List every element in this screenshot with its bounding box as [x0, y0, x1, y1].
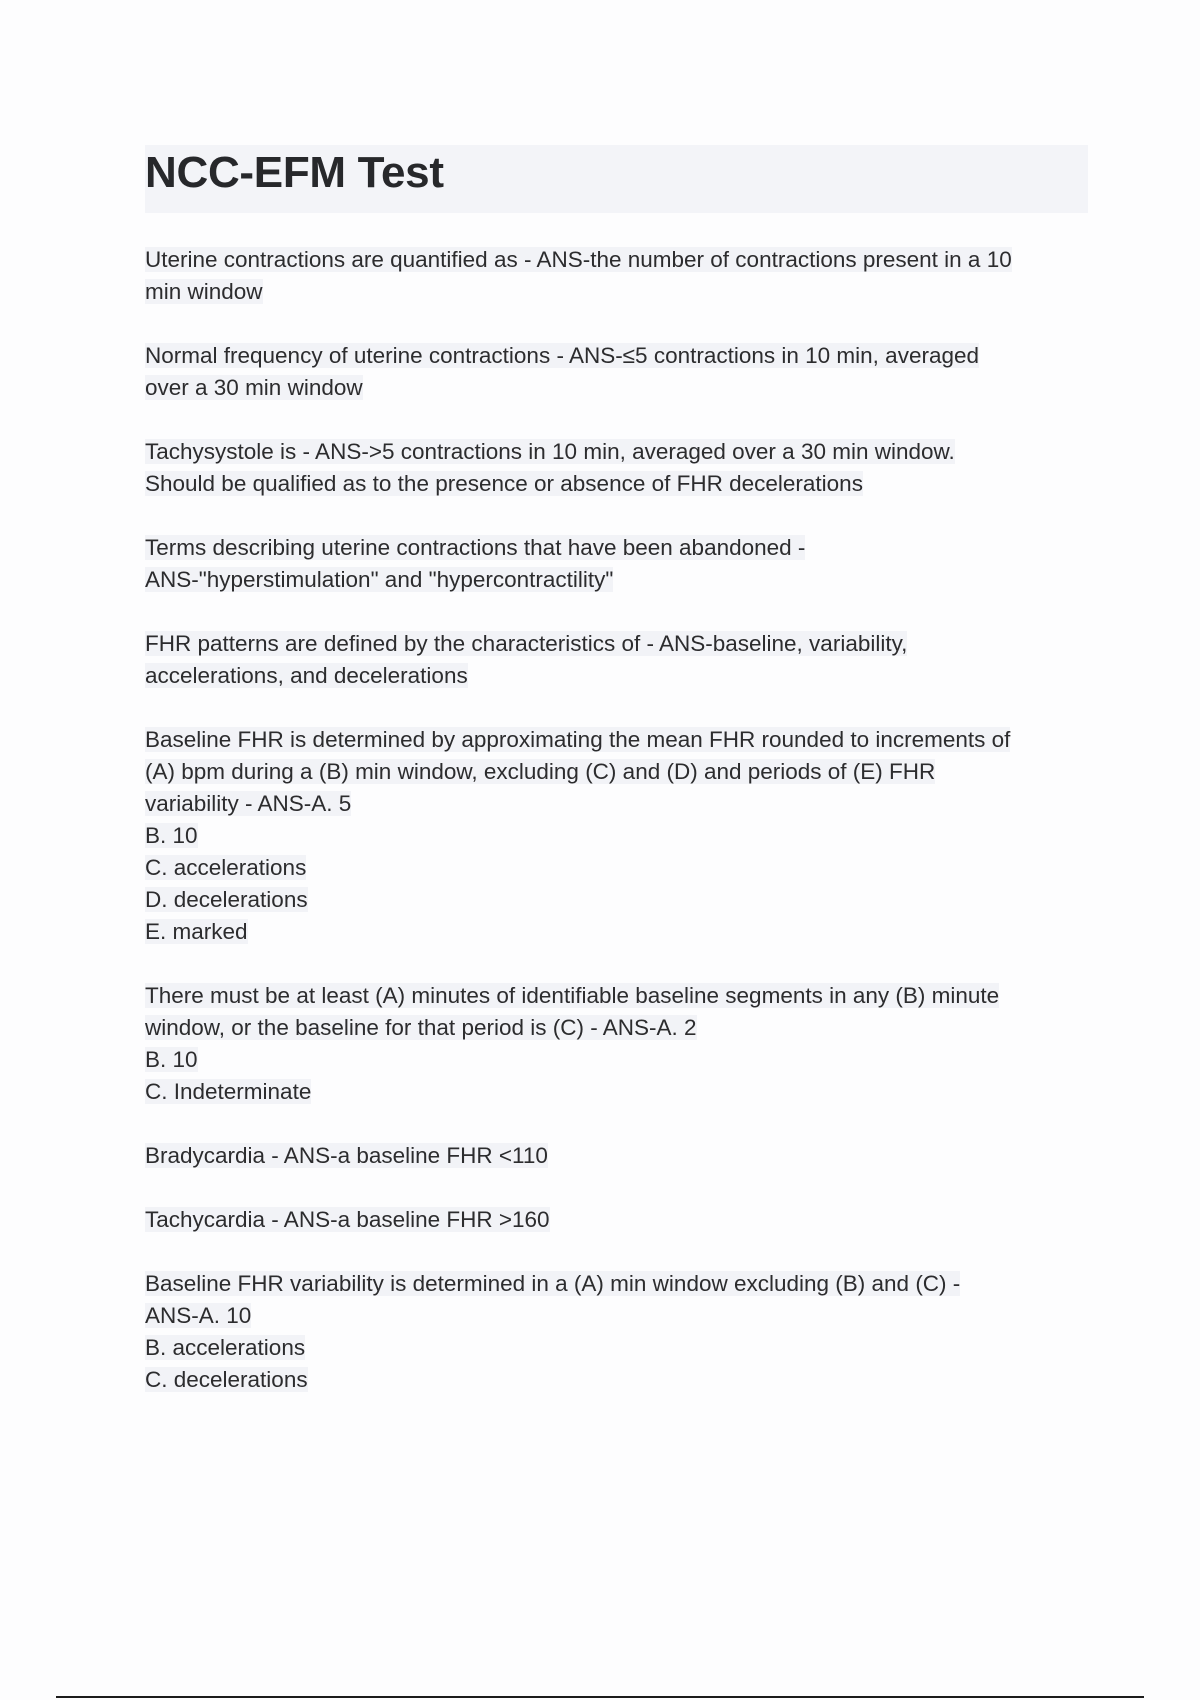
qa-line: Uterine contractions are quantified as - ANS-the number of contractions present in a 10: [145, 247, 1012, 272]
qa-line: B. 10: [145, 823, 198, 848]
qa-entry: [145, 1268, 1090, 1396]
qa-entry: [145, 532, 1090, 596]
qa-line: Normal frequency of uterine contractions - ANS-≤5 contractions in 10 min, averaged: [145, 343, 980, 368]
qa-line: min window: [145, 279, 263, 304]
qa-line: B. accelerations: [145, 1335, 306, 1360]
qa-entry: [145, 436, 1090, 500]
qa-line: accelerations, and decelerations: [145, 663, 468, 688]
qa-line: Baseline FHR is determined by approximating the mean FHR rounded to increments of: [145, 727, 1011, 752]
qa-line: C. Indeterminate: [145, 1079, 312, 1104]
footer-divider: [56, 1696, 1144, 1698]
qa-entry: [145, 1204, 1090, 1236]
qa-line: ANS-"hyperstimulation" and "hypercontractility": [145, 567, 614, 592]
qa-line: FHR patterns are defined by the characteristics of - ANS-baseline, variability,: [145, 631, 908, 656]
qa-entry: [145, 980, 1090, 1108]
page-title: NCC-EFM Test: [145, 148, 444, 197]
qa-line: Should be qualified as to the presence or absence of FHR decelerations: [145, 471, 863, 496]
qa-line: window, or the baseline for that period is (C) - ANS-A. 2: [145, 1015, 697, 1040]
qa-entry: [145, 724, 1090, 948]
qa-line: There must be at least (A) minutes of identifiable baseline segments in any (B) minute: [145, 983, 1000, 1008]
qa-entry: [145, 1140, 1090, 1172]
qa-line: Terms describing uterine contractions that have been abandoned -: [145, 535, 806, 560]
qa-list: [145, 244, 1090, 1428]
qa-line: variability - ANS-A. 5: [145, 791, 352, 816]
qa-line: Bradycardia - ANS-a baseline FHR <110: [145, 1143, 548, 1168]
qa-entry: [145, 340, 1090, 404]
qa-line: E. marked: [145, 919, 248, 944]
qa-entry: [145, 244, 1090, 308]
qa-line: D. decelerations: [145, 887, 308, 912]
qa-line: Baseline FHR variability is determined in a (A) min window excluding (B) and (C) -: [145, 1271, 961, 1296]
qa-line: (A) bpm during a (B) min window, excluding (C) and (D) and periods of (E) FHR: [145, 759, 936, 784]
qa-line: Tachysystole is - ANS->5 contractions in 10 min, averaged over a 30 min window.: [145, 439, 955, 464]
qa-line: C. decelerations: [145, 1367, 308, 1392]
qa-line: over a 30 min window: [145, 375, 363, 400]
qa-line: B. 10: [145, 1047, 198, 1072]
qa-entry: [145, 628, 1090, 692]
qa-line: ANS-A. 10: [145, 1303, 252, 1328]
qa-line: Tachycardia - ANS-a baseline FHR >160: [145, 1207, 550, 1232]
qa-line: C. accelerations: [145, 855, 307, 880]
